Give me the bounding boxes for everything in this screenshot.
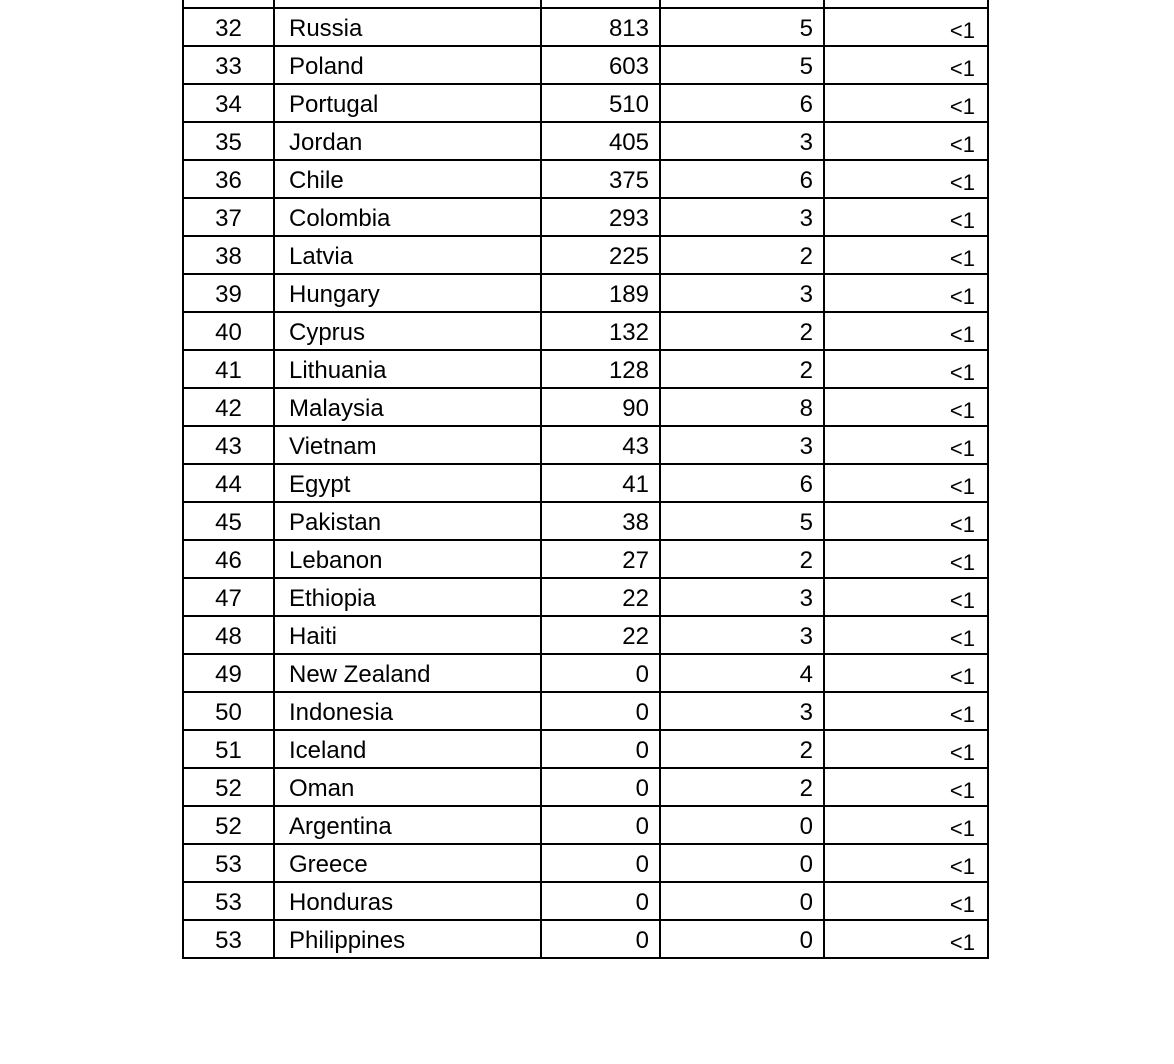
share-cell: <1	[824, 654, 988, 692]
share-cell: <1	[824, 236, 988, 274]
table-row	[183, 730, 988, 768]
value-b-cell: 5	[660, 46, 824, 84]
table-row	[183, 84, 988, 122]
share-cell: <1	[824, 920, 988, 958]
country-cell: Haiti	[274, 616, 541, 654]
share-cell: <1	[824, 578, 988, 616]
value-a-cell: 0	[541, 806, 660, 844]
table-row	[183, 920, 988, 958]
share-cell: <1	[824, 844, 988, 882]
value-b-cell: 0	[660, 844, 824, 882]
country-cell: Iceland	[274, 730, 541, 768]
share-cell: <1	[824, 730, 988, 768]
country-cell: Colombia	[274, 198, 541, 236]
country-cell: Poland	[274, 46, 541, 84]
value-b-cell: 6	[660, 84, 824, 122]
share-cell: <1	[824, 46, 988, 84]
rank-cell: 41	[183, 350, 274, 388]
country-table-body	[183, 0, 988, 958]
value-b-cell: 6	[660, 160, 824, 198]
country-table	[182, 0, 989, 959]
table-row	[183, 312, 988, 350]
rank-cell: 48	[183, 616, 274, 654]
partial-cell	[183, 0, 274, 8]
table-row	[183, 768, 988, 806]
value-b-cell: 2	[660, 350, 824, 388]
table-row	[183, 540, 988, 578]
country-cell: New Zealand	[274, 654, 541, 692]
rank-cell: 42	[183, 388, 274, 426]
value-b-cell: 4	[660, 654, 824, 692]
table-row	[183, 388, 988, 426]
table-row	[183, 160, 988, 198]
table-row	[183, 8, 988, 46]
value-b-cell: 3	[660, 426, 824, 464]
share-cell: <1	[824, 84, 988, 122]
value-a-cell: 43	[541, 426, 660, 464]
share-cell: <1	[824, 540, 988, 578]
rank-cell: 39	[183, 274, 274, 312]
country-cell: Lebanon	[274, 540, 541, 578]
table-row	[183, 426, 988, 464]
partial-cell	[824, 0, 988, 8]
value-b-cell: 2	[660, 312, 824, 350]
share-cell: <1	[824, 122, 988, 160]
value-a-cell: 189	[541, 274, 660, 312]
partial-cell	[274, 0, 541, 8]
table-row	[183, 578, 988, 616]
share-cell: <1	[824, 350, 988, 388]
rank-cell: 34	[183, 84, 274, 122]
country-cell: Vietnam	[274, 426, 541, 464]
rank-cell: 53	[183, 920, 274, 958]
country-cell: Ethiopia	[274, 578, 541, 616]
table-row	[183, 844, 988, 882]
rank-cell: 45	[183, 502, 274, 540]
share-cell: <1	[824, 426, 988, 464]
share-cell: <1	[824, 8, 988, 46]
value-a-cell: 405	[541, 122, 660, 160]
rank-cell: 44	[183, 464, 274, 502]
country-cell: Jordan	[274, 122, 541, 160]
country-cell: Philippines	[274, 920, 541, 958]
share-cell: <1	[824, 616, 988, 654]
partial-cell	[541, 0, 660, 8]
share-cell: <1	[824, 160, 988, 198]
country-cell: Honduras	[274, 882, 541, 920]
rank-cell: 52	[183, 768, 274, 806]
country-cell: Russia	[274, 8, 541, 46]
value-a-cell: 0	[541, 844, 660, 882]
value-a-cell: 0	[541, 920, 660, 958]
rank-cell: 32	[183, 8, 274, 46]
value-b-cell: 6	[660, 464, 824, 502]
rank-cell: 51	[183, 730, 274, 768]
value-a-cell: 375	[541, 160, 660, 198]
rank-cell: 33	[183, 46, 274, 84]
value-b-cell: 5	[660, 502, 824, 540]
value-a-cell: 225	[541, 236, 660, 274]
share-cell: <1	[824, 768, 988, 806]
value-a-cell: 603	[541, 46, 660, 84]
table-row	[183, 654, 988, 692]
country-cell: Lithuania	[274, 350, 541, 388]
value-a-cell: 22	[541, 616, 660, 654]
value-b-cell: 5	[660, 8, 824, 46]
table-row	[183, 46, 988, 84]
value-a-cell: 90	[541, 388, 660, 426]
country-cell: Indonesia	[274, 692, 541, 730]
share-cell: <1	[824, 274, 988, 312]
value-a-cell: 0	[541, 730, 660, 768]
table-row	[183, 692, 988, 730]
value-b-cell: 3	[660, 692, 824, 730]
share-cell: <1	[824, 502, 988, 540]
share-cell: <1	[824, 312, 988, 350]
value-b-cell: 0	[660, 882, 824, 920]
rank-cell: 53	[183, 844, 274, 882]
value-b-cell: 3	[660, 198, 824, 236]
value-b-cell: 0	[660, 920, 824, 958]
value-b-cell: 2	[660, 730, 824, 768]
table-row	[183, 236, 988, 274]
table-row	[183, 806, 988, 844]
value-b-cell: 0	[660, 806, 824, 844]
partial-cell	[660, 0, 824, 8]
country-cell: Cyprus	[274, 312, 541, 350]
rank-cell: 49	[183, 654, 274, 692]
country-cell: Hungary	[274, 274, 541, 312]
rank-cell: 35	[183, 122, 274, 160]
value-a-cell: 22	[541, 578, 660, 616]
country-cell: Malaysia	[274, 388, 541, 426]
country-cell: Oman	[274, 768, 541, 806]
rank-cell: 46	[183, 540, 274, 578]
country-cell: Pakistan	[274, 502, 541, 540]
value-b-cell: 2	[660, 540, 824, 578]
rank-cell: 40	[183, 312, 274, 350]
country-cell: Greece	[274, 844, 541, 882]
country-cell: Argentina	[274, 806, 541, 844]
rank-cell: 47	[183, 578, 274, 616]
value-b-cell: 2	[660, 236, 824, 274]
value-a-cell: 0	[541, 692, 660, 730]
share-cell: <1	[824, 388, 988, 426]
rank-cell: 36	[183, 160, 274, 198]
value-a-cell: 38	[541, 502, 660, 540]
table-row	[183, 122, 988, 160]
value-b-cell: 3	[660, 616, 824, 654]
share-cell: <1	[824, 198, 988, 236]
share-cell: <1	[824, 692, 988, 730]
country-cell: Latvia	[274, 236, 541, 274]
country-cell: Portugal	[274, 84, 541, 122]
rank-cell: 52	[183, 806, 274, 844]
table-row	[183, 198, 988, 236]
share-cell: <1	[824, 464, 988, 502]
value-a-cell: 27	[541, 540, 660, 578]
share-cell: <1	[824, 806, 988, 844]
country-cell: Egypt	[274, 464, 541, 502]
value-b-cell: 2	[660, 768, 824, 806]
table-row	[183, 502, 988, 540]
share-cell: <1	[824, 882, 988, 920]
rank-cell: 38	[183, 236, 274, 274]
value-b-cell: 3	[660, 122, 824, 160]
table-row	[183, 274, 988, 312]
country-table-container	[182, 0, 987, 959]
value-a-cell: 0	[541, 654, 660, 692]
rank-cell: 50	[183, 692, 274, 730]
country-cell: Chile	[274, 160, 541, 198]
table-row	[183, 616, 988, 654]
value-a-cell: 132	[541, 312, 660, 350]
value-b-cell: 3	[660, 274, 824, 312]
value-a-cell: 0	[541, 882, 660, 920]
rank-cell: 43	[183, 426, 274, 464]
table-row	[183, 464, 988, 502]
rank-cell: 37	[183, 198, 274, 236]
rank-cell: 53	[183, 882, 274, 920]
value-a-cell: 41	[541, 464, 660, 502]
value-a-cell: 813	[541, 8, 660, 46]
value-b-cell: 3	[660, 578, 824, 616]
table-row	[183, 882, 988, 920]
table-row-partial	[183, 0, 988, 8]
table-row	[183, 350, 988, 388]
value-a-cell: 0	[541, 768, 660, 806]
value-b-cell: 8	[660, 388, 824, 426]
value-a-cell: 128	[541, 350, 660, 388]
value-a-cell: 293	[541, 198, 660, 236]
value-a-cell: 510	[541, 84, 660, 122]
